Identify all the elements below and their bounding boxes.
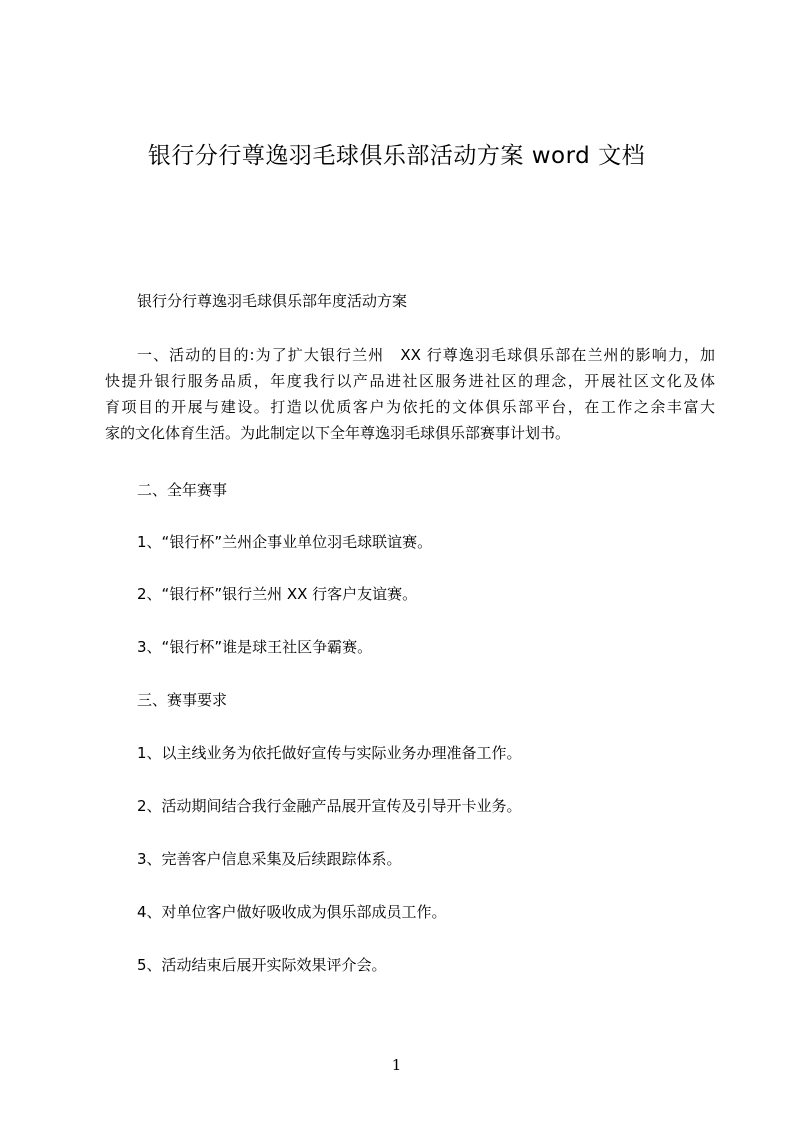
requirement-item: 5、活动结束后展开实际效果评介会。 xyxy=(137,956,387,974)
intro-line: 一、活动的目的:为了扩大银行兰州 XX 行尊逸羽毛球俱乐部在兰州的影响力，加 xyxy=(137,346,715,364)
section-heading-requirements: 三、赛事要求 xyxy=(137,691,228,709)
page-number: 1 xyxy=(391,1056,402,1074)
intro-line: 快提升银行服务品质，年度我行以产品进社区服务进社区的理念，开展社区文化及体 xyxy=(105,372,715,390)
event-item: 3、“银行杯”谁是球王社区争霸赛。 xyxy=(137,638,373,656)
intro-paragraph xyxy=(105,342,715,446)
event-item: 1、“银行杯”兰州企事业单位羽毛球联谊赛。 xyxy=(137,533,433,551)
requirement-item: 1、以主线业务为依托做好宣传与实际业务办理准备工作。 xyxy=(137,744,522,762)
intro-line: 家的文化体育生活。为此制定以下全年尊逸羽毛球俱乐部赛事计划书。 xyxy=(105,424,571,442)
requirement-item: 2、活动期间结合我行金融产品展开宣传及引导开卡业务。 xyxy=(137,797,522,815)
event-item: 2、“银行杯”银行兰州 XX 行客户友谊赛。 xyxy=(137,585,418,603)
document-title: 银行分行尊逸羽毛球俱乐部活动方案 word 文档 xyxy=(147,143,646,169)
section-heading-events: 二、全年赛事 xyxy=(137,481,228,499)
requirement-item: 4、对单位客户做好吸收成为俱乐部成员工作。 xyxy=(137,903,447,921)
intro-line: 育项目的开展与建设。打造以优质客户为依托的文体俱乐部平台，在工作之余丰富大 xyxy=(105,398,715,416)
document-subtitle: 银行分行尊逸羽毛球俱乐部年度活动方案 xyxy=(137,292,408,310)
requirement-item: 3、完善客户信息采集及后续跟踪体系。 xyxy=(137,850,402,868)
